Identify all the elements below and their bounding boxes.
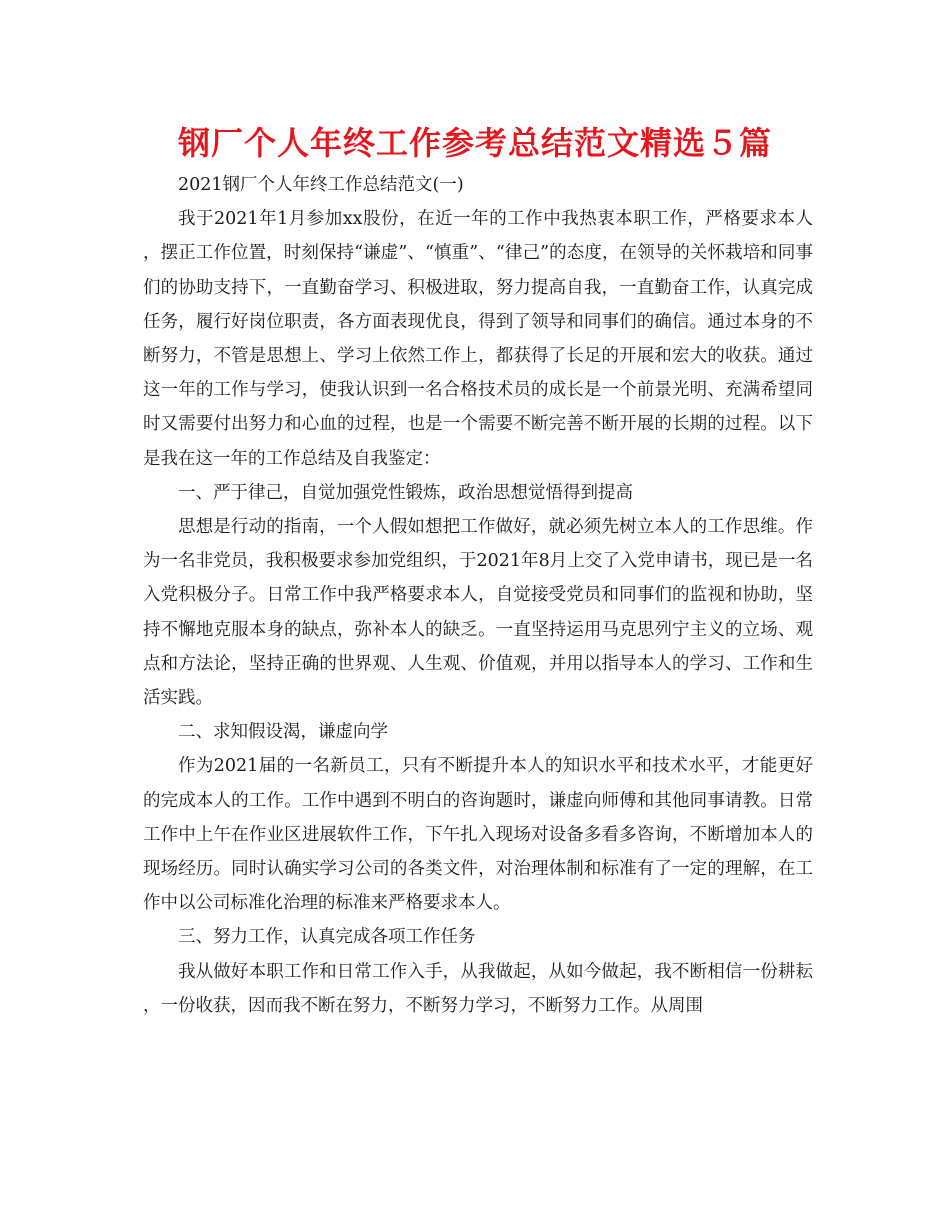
subtitle: 2021钢厂个人年终工作总结范文(一) <box>178 175 464 195</box>
document-body <box>143 168 813 1023</box>
paragraph-section-1: 思想是行动的指南，一个人假如想把工作做好，就必须先树立本人的工作思维。作为一名非党员，我积极要求参加党组织，于2021年8月上交了入党申请书，现已是一名入党积极分子。日常工作中我严格要求本人，自觉接受党员和同事们的监视和协助，坚持不懈地克服本身的缺点，弥补本人的缺乏。一直坚持运用马克思列宁主义的立场、观点和方法论，坚持正确的世界观、人生观、价值观，并用以指导本人的学习、工作和生活实践。 <box>143 517 813 709</box>
paragraph-section-3: 我从做好本职工作和日常工作入手，从我做起，从如今做起，我不断相信一份耕耘，一份收获，因而我不断在努力，不断努力学习，不断努力工作。从周围 <box>143 961 813 1016</box>
document-title: 钢厂个人年终工作参考总结范文精选５篇 <box>177 124 772 162</box>
section-heading-1: 一、严于律己，自觉加强党性锻炼，政治思想觉悟得到提高 <box>178 482 633 503</box>
section-heading-2: 二、求知假设渴，谦虚向学 <box>178 722 388 743</box>
section-heading-3: 三、努力工作，认真完成各项工作任务 <box>178 927 476 948</box>
paragraph-intro: 我于2021年1月参加xx股份，在近一年的工作中我热衷本职工作，严格要求本人，摆正工作位置，时刻保持“谦虚”、“慎重”、“律己”的态度，在领导的关怀栽培和同事们的协助支持下，一直勤奋学习、积极进取，努力提高自我，一直勤奋工作，认真完成任务，履行好岗位职责，各方面表现优良，得到了领导和同事们的确信。通过本身的不断努力，不管是思想上、学习上依然工作上，都获得了长足的开展和宏大的收获。通过这一年的工作与学习，使我认识到一名合格技术员的成长是一个前景光明、充满希望同时又需要付出努力和心血的过程，也是一个需要不断完善不断开展的长期的过程。以下是我在这一年的工作总结及自我鉴定： <box>143 209 813 469</box>
paragraph-section-2: 作为2021届的一名新员工，只有不断提升本人的知识水平和技术水平，才能更好的完成本人的工作。工作中遇到不明白的咨询题时，谦虚向师傅和其他同事请教。日常工作中上午在作业区进展软件工作，下午扎入现场对设备多看多咨询，不断增加本人的现场经历。同时认确实学习公司的各类文件，对治理体制和标准有了一定的理解，在工作中以公司标准化治理的标准来严格要求本人。 <box>143 756 813 914</box>
